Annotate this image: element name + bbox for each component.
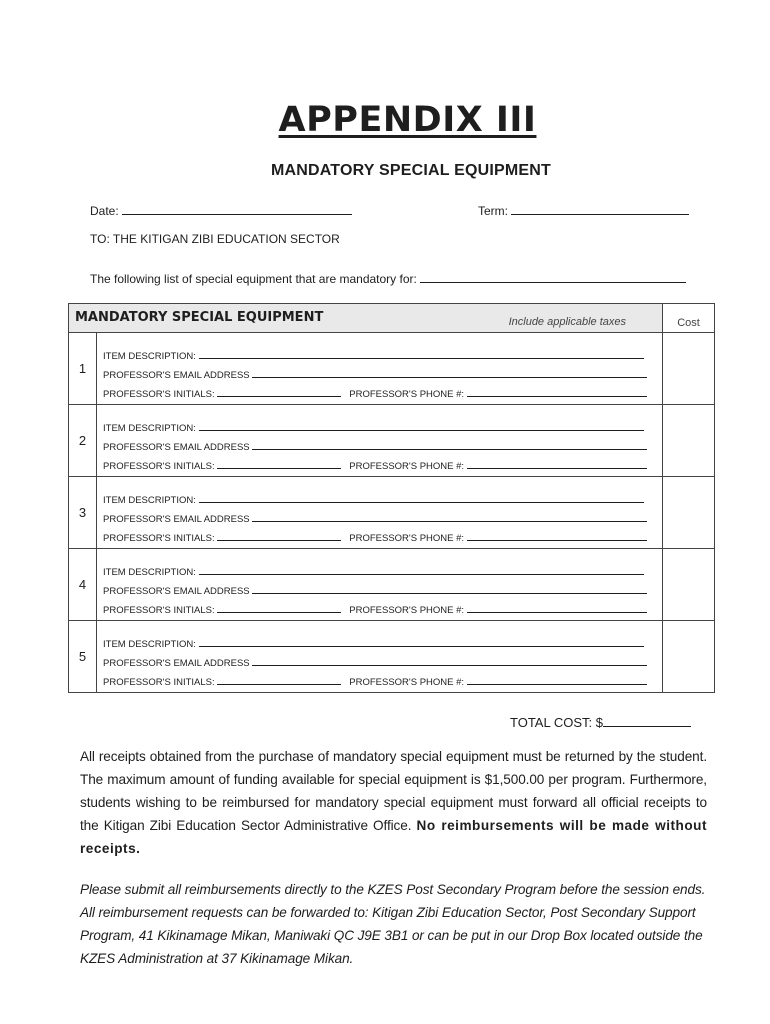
professor-initials-field [103, 530, 647, 544]
professor-phone-line[interactable] [467, 386, 647, 397]
row-fields [97, 549, 663, 621]
row-number: 2 [69, 405, 97, 477]
program-input-line[interactable] [420, 270, 686, 283]
professor-initials-label: PROFESSOR'S INITIALS: [103, 677, 215, 688]
professor-email-label: PROFESSOR'S EMAIL ADDRESS [103, 586, 250, 597]
professor-initials-line[interactable] [217, 602, 341, 613]
professor-initials-label: PROFESSOR'S INITIALS: [103, 533, 215, 544]
term-label: Term: [478, 204, 508, 218]
table-header-title: MANDATORY SPECIAL EQUIPMENT [75, 310, 324, 325]
date-field [90, 202, 352, 218]
professor-phone-line[interactable] [467, 674, 647, 685]
professor-email-line[interactable] [252, 511, 647, 522]
professor-email-field [103, 511, 647, 525]
professor-phone-label: PROFESSOR'S PHONE #: [349, 533, 465, 544]
item-description-field [103, 636, 644, 650]
total-cost-input-line[interactable] [603, 713, 691, 727]
equipment-row [69, 405, 715, 477]
page-title: APPENDIX III [278, 100, 537, 140]
professor-phone-label: PROFESSOR'S PHONE #: [349, 389, 465, 400]
item-description-label: ITEM DESCRIPTION: [103, 567, 196, 578]
professor-email-label: PROFESSOR'S EMAIL ADDRESS [103, 658, 250, 669]
row-fields [97, 621, 663, 693]
equipment-row [69, 549, 715, 621]
row-number: 4 [69, 549, 97, 621]
item-description-label: ITEM DESCRIPTION: [103, 351, 196, 362]
row-fields [97, 477, 663, 549]
professor-initials-label: PROFESSOR'S INITIALS: [103, 461, 215, 472]
item-description-line[interactable] [199, 492, 644, 503]
item-description-label: ITEM DESCRIPTION: [103, 639, 196, 650]
professor-email-field [103, 583, 647, 597]
row-number: 5 [69, 621, 97, 693]
professor-email-line[interactable] [252, 583, 647, 594]
professor-initials-label: PROFESSOR'S INITIALS: [103, 389, 215, 400]
professor-initials-label: PROFESSOR'S INITIALS: [103, 605, 215, 616]
item-description-line[interactable] [199, 564, 644, 575]
professor-phone-label: PROFESSOR'S PHONE #: [349, 677, 465, 688]
total-cost-label: TOTAL COST: $ [510, 715, 603, 730]
professor-phone-line[interactable] [467, 602, 647, 613]
table-header-note: Include applicable taxes [508, 316, 626, 328]
no-reimbursement-warning: No reimbursements will be made without receipts. [80, 818, 707, 856]
page-subtitle: MANDATORY SPECIAL EQUIPMENT [270, 162, 552, 179]
receipts-text: All receipts obtained from the purchase of mandatory special equipment must be returned by the student. The maximum amount of funding available for special equipment is $1,500.00 per program. Furthermore, students wishing to be reimbursed for mandatory special equipment must forward all official receipts to the Kitigan Zibi Education Sector Administrative Office. [80, 749, 707, 833]
cost-cell[interactable] [663, 405, 715, 477]
professor-email-label: PROFESSOR'S EMAIL ADDRESS [103, 370, 250, 381]
item-description-field [103, 348, 644, 362]
term-input-line[interactable] [511, 202, 689, 215]
professor-phone-label: PROFESSOR'S PHONE #: [349, 461, 465, 472]
professor-email-field [103, 367, 647, 381]
item-description-label: ITEM DESCRIPTION: [103, 495, 196, 506]
equipment-row [69, 477, 715, 549]
equipment-row [69, 621, 715, 693]
professor-email-label: PROFESSOR'S EMAIL ADDRESS [103, 514, 250, 525]
row-fields [97, 405, 663, 477]
professor-initials-field [103, 386, 647, 400]
professor-initials-field [103, 674, 647, 688]
item-description-line[interactable] [199, 348, 644, 359]
professor-phone-line[interactable] [467, 530, 647, 541]
cost-cell[interactable] [663, 621, 715, 693]
date-label: Date: [90, 204, 119, 218]
professor-phone-label: PROFESSOR'S PHONE #: [349, 605, 465, 616]
professor-initials-field [103, 458, 647, 472]
date-input-line[interactable] [122, 202, 352, 215]
professor-phone-line[interactable] [467, 458, 647, 469]
row-fields [97, 333, 663, 405]
professor-initials-field [103, 602, 647, 616]
item-description-label: ITEM DESCRIPTION: [103, 423, 196, 434]
professor-initials-line[interactable] [217, 674, 341, 685]
total-cost [510, 713, 691, 730]
cost-cell[interactable] [663, 549, 715, 621]
professor-email-label: PROFESSOR'S EMAIL ADDRESS [103, 442, 250, 453]
professor-email-line[interactable] [252, 655, 647, 666]
item-description-field [103, 564, 644, 578]
cost-cell[interactable] [663, 477, 715, 549]
item-description-field [103, 420, 644, 434]
professor-initials-line[interactable] [217, 458, 341, 469]
to-line: TO: THE KITIGAN ZIBI EDUCATION SECTOR [90, 232, 340, 246]
equipment-table [68, 303, 715, 693]
row-number: 1 [69, 333, 97, 405]
item-description-field [103, 492, 644, 506]
program-field [90, 270, 686, 286]
professor-email-field [103, 655, 647, 669]
cost-cell[interactable] [663, 333, 715, 405]
term-field [478, 202, 689, 218]
table-header-row [69, 304, 715, 333]
table-header [69, 304, 663, 333]
item-description-line[interactable] [199, 420, 644, 431]
professor-initials-line[interactable] [217, 386, 341, 397]
professor-email-field [103, 439, 647, 453]
submission-instructions: Please submit all reimbursements directly to the KZES Post Secondary Program before the session ends. All reimbursement requests can be forwarded to: Kitigan Zibi Education Sector, Post Secondary Support Program, 41 Kikinamage Mikan, Maniwaki QC J9E 3B1 or can be put in our Drop Box located outside the KZES Administration at 37 Kikinamage Mikan. [80, 882, 706, 966]
cost-header: Cost [663, 304, 715, 333]
row-number: 3 [69, 477, 97, 549]
professor-email-line[interactable] [252, 367, 647, 378]
professor-email-line[interactable] [252, 439, 647, 450]
receipts-paragraph [80, 745, 707, 860]
program-label: The following list of special equipment that are mandatory for: [90, 272, 417, 286]
item-description-line[interactable] [199, 636, 644, 647]
equipment-row [69, 333, 715, 405]
professor-initials-line[interactable] [217, 530, 341, 541]
